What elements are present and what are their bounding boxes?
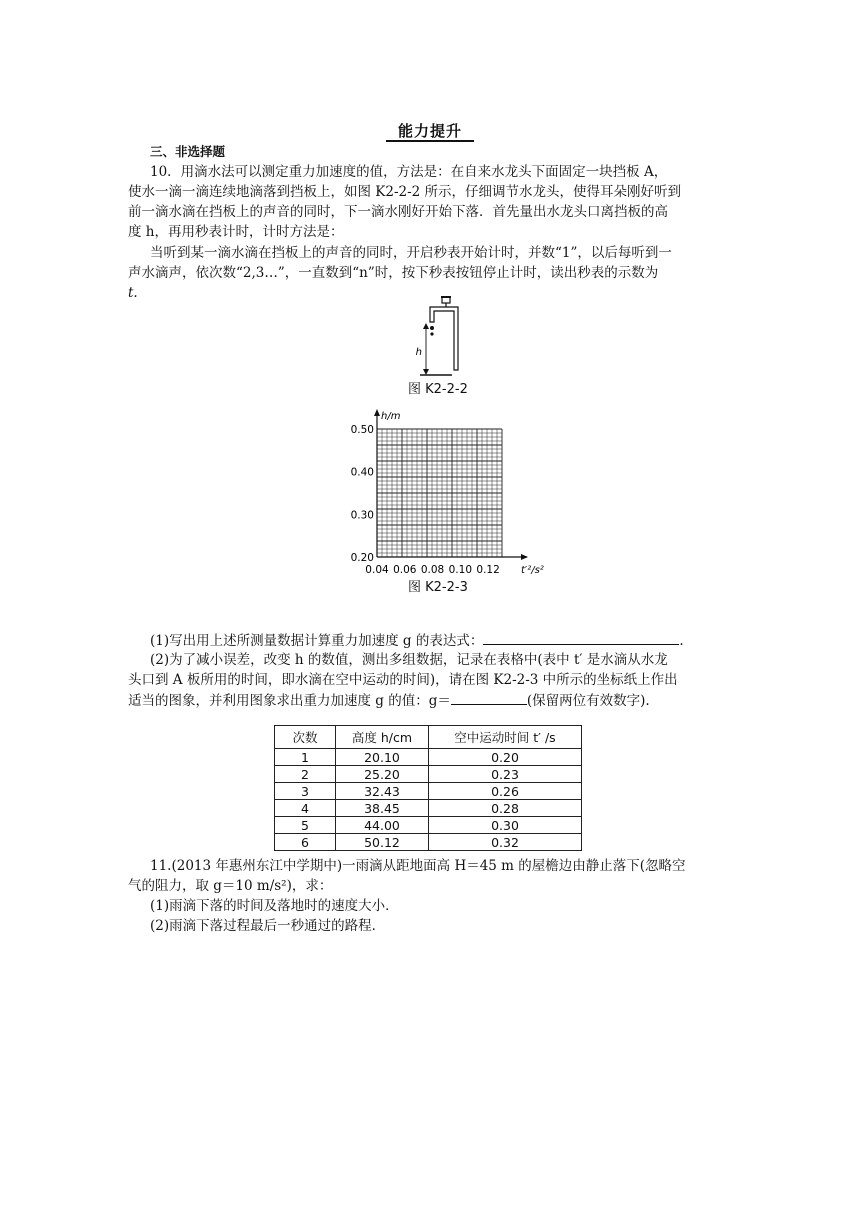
water-drop	[430, 326, 434, 330]
q10-part2-text-b: (保留两位有效数字).	[526, 693, 650, 709]
q10-line-6: 声水滴声，依次数“2,3…”，一直数到“n”时，按下秒表按钮停止计时，读出秒表的示数为	[128, 265, 659, 281]
q10-part1-end: .	[679, 633, 684, 649]
y-tick-label: 0.50	[350, 424, 374, 436]
table-cell: 38.45	[336, 800, 429, 817]
answer-blank-1[interactable]	[483, 630, 679, 645]
table-cell: 25.20	[336, 766, 429, 783]
y-axis-arrow	[374, 409, 380, 416]
q11-part1: (1)雨滴下落的时间及落地时的速度大小．	[150, 898, 399, 914]
table-row	[275, 783, 582, 800]
height-label: h	[415, 347, 422, 358]
x-tick-label: 0.10	[448, 564, 473, 576]
y-tick-label: 0.20	[350, 552, 374, 564]
x-axis-arrow	[521, 554, 528, 560]
q10-line-2: 使水一滴一滴连续地滴落到挡板上，如图 K2-2-2 所示，仔细调节水龙头，使得耳朵刚好听到	[128, 184, 682, 200]
q10-line-3: 前一滴水滴在挡板上的声音的同时，下一滴水刚好开始下落．首先量出水龙头口离挡板的高	[128, 204, 668, 220]
x-tick-label: 0.12	[476, 564, 500, 576]
data-table	[274, 725, 582, 851]
x-tick-label: 0.04	[365, 564, 389, 576]
table-header: 高度 h/cm	[336, 726, 429, 749]
table-row	[275, 766, 582, 783]
table-cell: 0.20	[429, 749, 582, 766]
q10-part2-text-a: 适当的图象，并利用图象求出重力加速度 g 的值：g＝	[128, 693, 451, 709]
table-cell: 32.43	[336, 783, 429, 800]
x-tick-label: 0.06	[393, 564, 417, 576]
faucet-pipe	[430, 307, 458, 370]
x-tick-label: 0.08	[420, 564, 445, 576]
table-cell: 2	[275, 766, 336, 783]
table-cell: 0.30	[429, 817, 582, 834]
q10-line-5: 当听到某一滴水滴在挡板上的声音的同时，开启秒表开始计时，并数“1”，以后每听到一	[150, 245, 672, 261]
table-cell: 6	[275, 834, 336, 851]
section-banner: 能力提升	[397, 122, 462, 140]
q10-line-1: 10．用滴水法可以测定重力加速度的值，方法是：在自来水龙头下面固定一块挡板 A，	[150, 164, 668, 180]
q11-part2: (2)雨滴下落过程最后一秒通过的路程．	[150, 918, 386, 934]
q10-part1	[150, 630, 684, 651]
table-cell: 44.00	[336, 817, 429, 834]
table-cell: 20.10	[336, 749, 429, 766]
q10-line-7: t.	[128, 285, 138, 301]
y-tick-label: 0.40	[350, 466, 374, 479]
table-header: 空中运动时间 t′ /s	[429, 726, 582, 749]
q11-line-1: 11.(2013 年惠州东江中学期中)一雨滴从距地面高 H＝45 m 的屋檐边由静止落下(忽略空	[150, 858, 686, 874]
table-header: 次数	[275, 726, 336, 749]
table-cell: 1	[275, 749, 336, 766]
table-cell: 50.12	[336, 834, 429, 851]
answer-blank-2[interactable]	[451, 690, 527, 705]
q10-part1-text: (1)写出用上述所测量数据计算重力加速度 g 的表达式：	[150, 633, 484, 649]
q10-part2-line-3	[128, 690, 650, 711]
table-cell: 5	[275, 817, 336, 834]
faucet-diagram	[410, 292, 470, 378]
table-cell: 0.32	[429, 834, 582, 851]
q10-part2-line-2: 头口到 A 板所用的时间，即水滴在空中运动的时间)，请在图 K2-2-3 中所示的坐标纸上作出	[128, 672, 678, 688]
q10-line-4: 度 h，再用秒表计时，计时方法是：	[128, 224, 344, 240]
table-row	[275, 749, 582, 766]
y-tick-label: 0.30	[350, 509, 374, 522]
water-drop	[430, 332, 433, 335]
table-cell: 0.28	[429, 800, 582, 817]
x-axis-label: t′²/s²	[521, 565, 544, 576]
table-cell: 0.26	[429, 783, 582, 800]
y-axis-label: h/m	[381, 411, 401, 422]
table-row	[275, 817, 582, 834]
graph-paper-chart	[345, 405, 565, 580]
table-row	[275, 800, 582, 817]
table-row	[275, 834, 582, 851]
q10-part2-line-1: (2)为了减小误差，改变 h 的数值，测出多组数据，记录在表格中(表中 t′ 是水滴从水龙	[150, 652, 668, 668]
table-cell: 3	[275, 783, 336, 800]
banner-underline	[386, 140, 474, 142]
figure-caption: 图 K2-2-2	[408, 382, 468, 397]
section-title: 三、非选择题	[150, 144, 226, 159]
table-cell: 0.23	[429, 766, 582, 783]
q11-line-2: 气的阻力，取 g＝10 m/s²)，求：	[128, 878, 333, 894]
table-header-row	[275, 726, 582, 749]
table-cell: 4	[275, 800, 336, 817]
figure-caption: 图 K2-2-3	[408, 580, 468, 595]
